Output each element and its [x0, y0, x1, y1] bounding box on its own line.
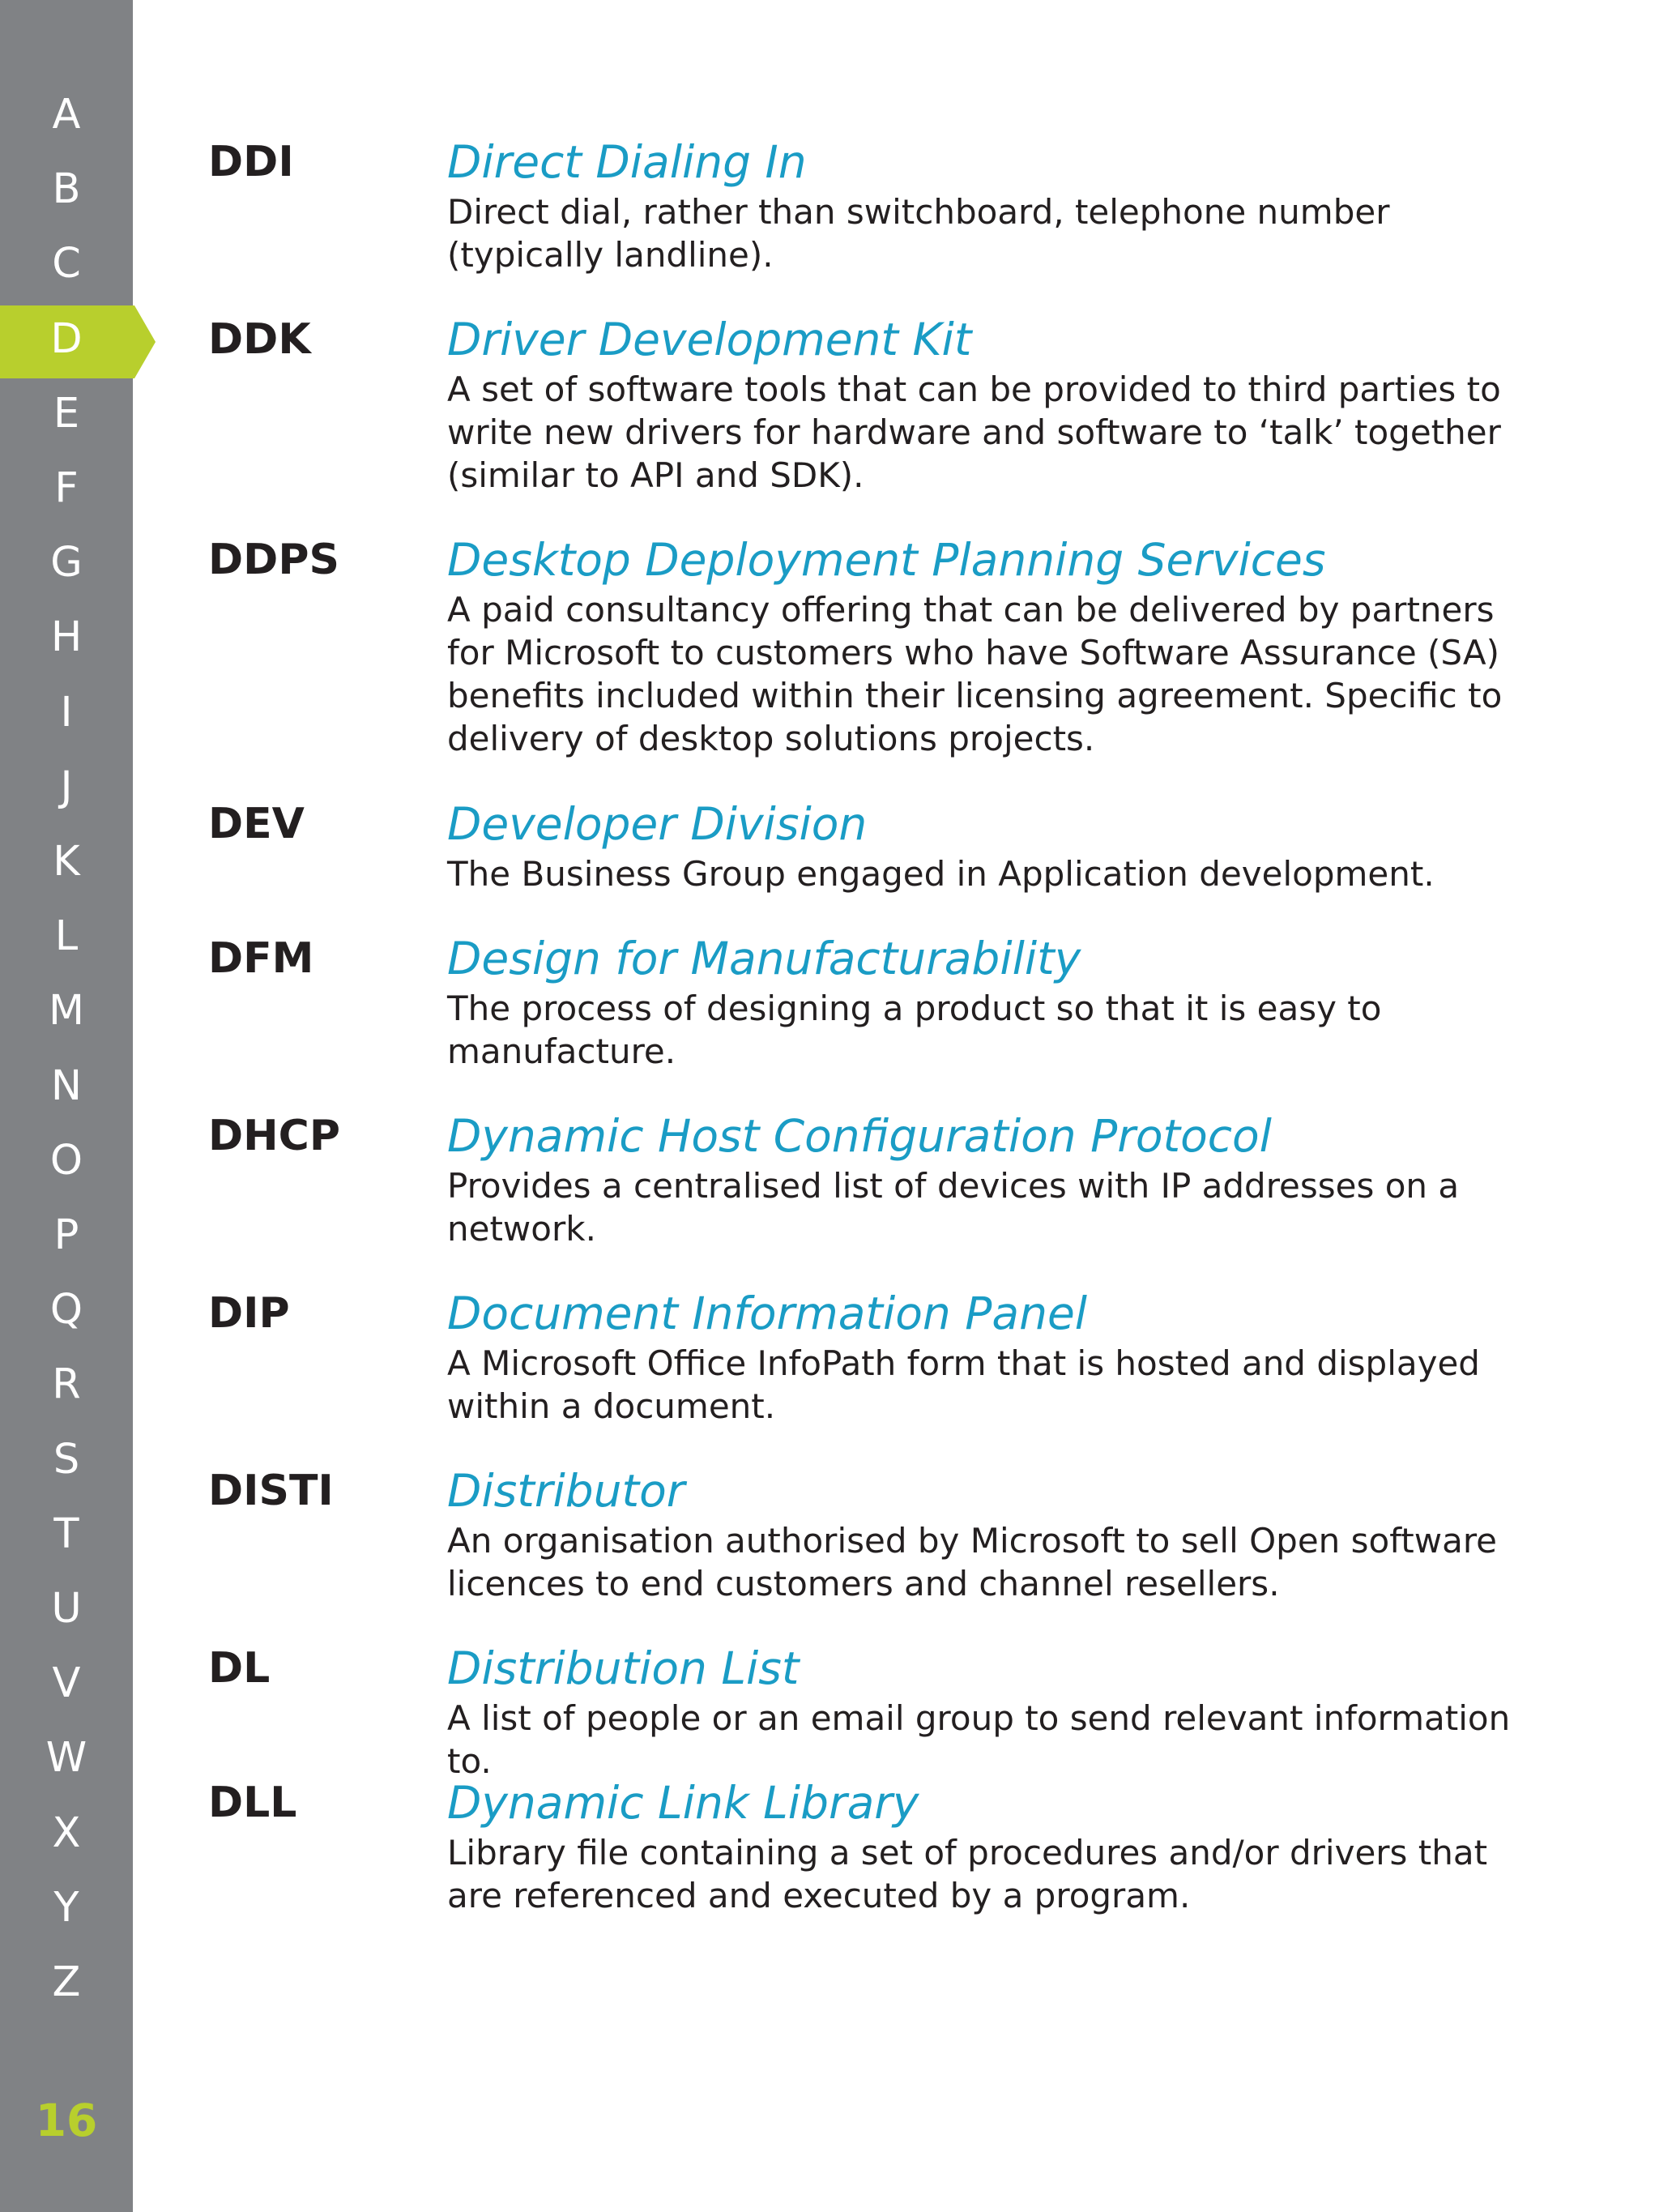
entry-description: Provides a centralised list of devices with IP addresses on a network. [447, 1166, 1460, 1249]
alphabet-letter-x[interactable]: X [52, 1809, 81, 1857]
entry-abbreviation: DHCP [208, 1112, 340, 1160]
alphabet-letter-e[interactable]: E [53, 390, 80, 438]
alphabet-letter-n[interactable]: N [50, 1062, 83, 1110]
entry-description: A Microsoft Office InfoPath form that is hosted and displayed within a document. [447, 1343, 1480, 1426]
entry-description: A set of software tools that can be provided to third parties to write new drivers for hardware and software to ‘talk’ together (similar to API and SDK). [447, 369, 1501, 495]
entry-term: Document Information Panel [447, 1287, 1088, 1339]
alphabet-letter-v[interactable]: V [52, 1659, 81, 1707]
alphabet-letter-j[interactable]: J [60, 763, 73, 811]
alphabet-letter-z[interactable]: Z [52, 1958, 81, 2006]
entry-description: The process of designing a product so that it is easy to manufacture. [447, 989, 1382, 1071]
alphabet-letter-h[interactable]: H [50, 613, 83, 661]
entry-term: Distribution List [447, 1642, 800, 1694]
entry-abbreviation: DDI [208, 138, 294, 186]
entry-term: Desktop Deployment Planning Services [447, 534, 1326, 586]
entry-description: A paid consultancy offering that can be delivered by partners for Microsoft to customers who have Software Assurance (SA) benefits included within their licensing agreement. Specific to delivery of desktop solutions projects. [447, 590, 1503, 758]
entry-term: Dynamic Host Configuration Protocol [447, 1110, 1272, 1162]
entry-description: Direct dial, rather than switchboard, telephone number (typically landline). [447, 192, 1390, 275]
entry-abbreviation: DIP [208, 1289, 290, 1338]
entry-abbreviation: DDK [208, 315, 311, 364]
entry-abbreviation: DLL [208, 1779, 297, 1827]
alphabet-letter-d[interactable]: D [50, 315, 83, 363]
alphabet-letter-p[interactable]: P [53, 1211, 79, 1259]
alphabet-letter-a[interactable]: A [52, 91, 81, 139]
alphabet-letter-w[interactable]: W [45, 1734, 87, 1782]
entry-term: Dynamic Link Library [447, 1777, 919, 1829]
entry-description: Library file containing a set of procedures and/or drivers that are referenced and executed by a program. [447, 1833, 1488, 1915]
entry-term: Design for Manufacturability [447, 933, 1081, 984]
alphabet-letter-f[interactable]: F [54, 464, 79, 512]
alphabet-letter-c[interactable]: C [52, 240, 81, 288]
alphabet-letter-i[interactable]: I [60, 689, 73, 737]
alphabet-letter-l[interactable]: L [54, 912, 79, 960]
alphabet-letter-q[interactable]: Q [49, 1286, 83, 1334]
entry-description: An organisation authorised by Microsoft to sell Open software licences to end customers and channel resellers. [447, 1521, 1498, 1603]
alphabet-letter-r[interactable]: R [52, 1360, 81, 1408]
page-number: 16 [35, 2095, 98, 2146]
alphabet-letter-g[interactable]: G [50, 539, 83, 587]
entry-description: A list of people or an email group to send relevant information to. [447, 1698, 1511, 1781]
entry-abbreviation: DISTI [208, 1467, 334, 1515]
entry-abbreviation: DFM [208, 934, 314, 983]
entry-abbreviation: DL [208, 1644, 271, 1693]
entry-abbreviation: DEV [208, 800, 305, 848]
entry-description: The Business Group engaged in Application development. [447, 854, 1435, 894]
alphabet-letter-s[interactable]: S [53, 1436, 80, 1484]
entry-term: Direct Dialing In [447, 136, 807, 188]
alphabet-letter-k[interactable]: K [53, 838, 80, 886]
entry-term: Distributor [447, 1465, 685, 1517]
entry-term: Developer Division [447, 798, 868, 850]
entry-abbreviation: DDPS [208, 536, 339, 584]
alphabet-letter-o[interactable]: O [49, 1137, 83, 1185]
alphabet-letter-m[interactable]: M [48, 987, 84, 1035]
alphabet-letter-u[interactable]: U [51, 1585, 82, 1633]
alphabet-letter-b[interactable]: B [52, 165, 81, 213]
alphabet-letter-t[interactable]: T [53, 1510, 79, 1558]
alphabet-letter-y[interactable]: Y [53, 1884, 79, 1932]
entry-term: Driver Development Kit [447, 314, 972, 365]
